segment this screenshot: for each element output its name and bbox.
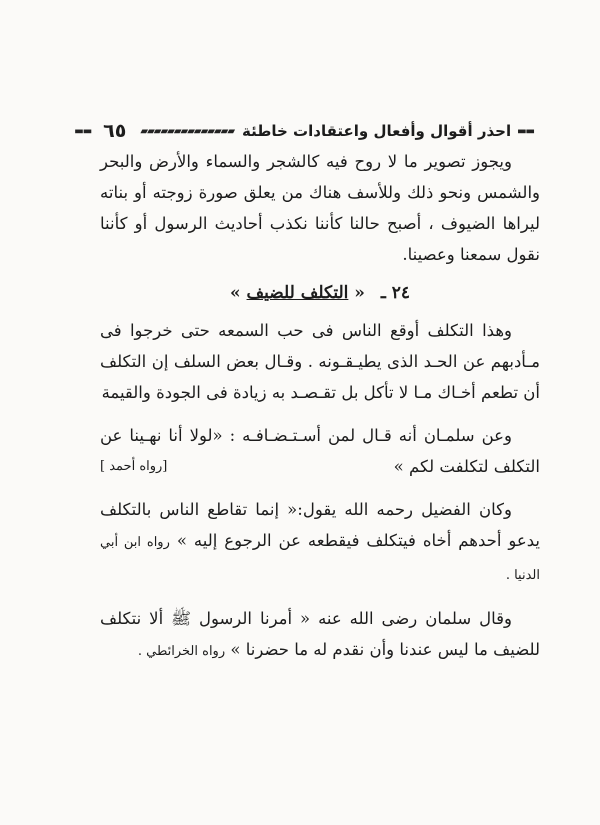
section-title: التكلف للضيف	[246, 283, 349, 303]
section-heading	[100, 278, 540, 309]
hadith-salman-2-text: وقال سلمان رضى الله عنه « أمرنا الرسول ﷺ ألا نتكلف للضيف ما ليس عندنا وأن نقدم له ما حضرنا »	[100, 609, 540, 659]
hadith-fudayl-ref: رواه ابن أبي الدنيا .	[100, 535, 540, 583]
hadith-salman-2-ref: رواه الخرائطي .	[137, 644, 226, 659]
header-ornament-middle: ▰▰▰▰▰▰▰▰▰▰▰▰▰▰	[140, 125, 235, 137]
section-number: ٢٤ ـ	[380, 283, 411, 303]
paragraph-intro: ويجوز تصوير ما لا روح فيه كالشجر والسماء والأرض والبحر والشمس ونحو ذلك وللأسف هناك من يعلق صورة زوجته أو بناته ليراها الضيوف ، أصبح حالنا كأننا نكذب أحاديث الرسول أو كأننا نقول سمعنا وعصينا.	[100, 152, 540, 264]
header-title: احذر أقوال وأفعال واعتقادات خاطئة	[242, 122, 512, 140]
hadith-salman-1-ref: [رواه أحمد ]	[100, 459, 168, 474]
section-close-quote: »	[229, 283, 241, 303]
page-number: ٦٥	[103, 120, 127, 142]
running-header	[74, 116, 540, 146]
paragraph-takalluf: وهذا التكلف أوقع الناس فى حب السمعه حتى خرجوا فى مـأدبهم عن الحـد الذى يطيـقـونه . وقـال بعض السلف إن التكلف أن تطعم أخـاك مـا لا تأكل بل تقـصـد به زيادة فى الجودة والقيمة	[100, 321, 540, 402]
hadith-fudayl	[100, 494, 540, 591]
hadith-salman-1-text: وعن سلمـان أنه قـال لمن أسـتـضـافـه : «لولا أنا نهـينا عن التكلف لتكلفت لكم »	[100, 426, 540, 476]
hadith-salman-2	[100, 603, 540, 667]
hadith-salman-1	[100, 420, 540, 482]
section-open-quote: «	[354, 283, 365, 303]
hadith-fudayl-text: وكان الفضيل رحمه الله يقول:« إنما تقاطع الناس بالتكلف يدعو أحدهم أخاه فيتكلف فيقطعه عن الرجوع إليه »	[100, 500, 541, 550]
header-ornament-right: ▬▬	[517, 125, 534, 137]
page-body	[100, 146, 540, 667]
header-ornament-left: ▬▬	[74, 125, 92, 137]
